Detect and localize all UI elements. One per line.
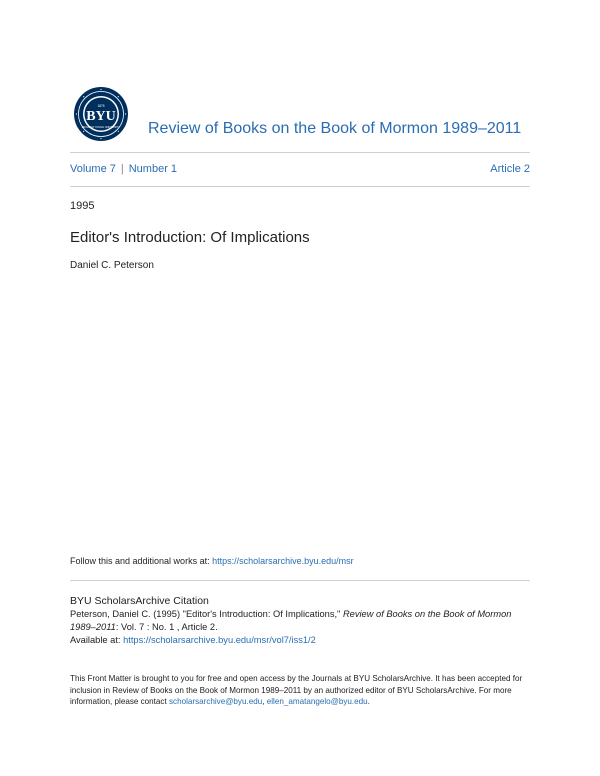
notice-end: .: [367, 697, 370, 706]
citation-journal: Review of Books on the Book of Mormon 1989–2011: [70, 609, 512, 632]
citation-part-1: Peterson, Daniel C. (1995) "Editor's Introduction: Of Implications,": [70, 609, 343, 619]
seal-ring-text: BRIGHAM YOUNG UNIVERSITY: [81, 126, 121, 129]
article-number-link[interactable]: Article 2: [490, 163, 530, 175]
email-link-scholarsarchive[interactable]: scholarsarchive@byu.edu: [168, 697, 263, 706]
seal-year: 1875: [97, 104, 105, 108]
follow-prefix: Follow this and additional works at:: [70, 556, 213, 566]
article-title: Editor's Introduction: Of Implications: [70, 229, 310, 246]
follow-url-link[interactable]: https://scholarsarchive.byu.edu/msr: [212, 556, 354, 566]
number-link[interactable]: Number 1: [128, 163, 178, 175]
publication-year: 1995: [70, 200, 95, 212]
access-notice: [70, 673, 532, 708]
volume-number-line: [70, 163, 177, 175]
author-name: Daniel C. Peterson: [70, 260, 154, 271]
divider-top: [70, 152, 530, 153]
byu-seal-logo: [73, 86, 129, 142]
citation-heading: BYU ScholarsArchive Citation: [70, 595, 209, 607]
email-link-ellen[interactable]: ellen_amatangelo@byu.edu: [266, 697, 368, 706]
follow-line: [70, 556, 354, 566]
divider-citation: [70, 580, 530, 581]
divider-meta: [70, 186, 530, 187]
meta-separator: |: [120, 163, 124, 175]
seal-initials: BYU: [86, 109, 116, 124]
volume-link[interactable]: Volume 7: [70, 163, 116, 175]
notice-text: This Front Matter is brought to you for free and open access by the Journals at BYU ScholarsArchive. It has been accepted for inclusion in Review of Books on the Book of Mormon 1989–2011 by an authorized editor of BYU ScholarsArchive. For more information, please contact: [70, 674, 523, 706]
available-prefix: Available at:: [70, 635, 124, 645]
citation-part-2: : Vol. 7 : No. 1 , Article 2.: [115, 622, 218, 632]
available-url-link[interactable]: https://scholarsarchive.byu.edu/msr/vol7/iss1/2: [123, 635, 316, 645]
email-separator: ,: [262, 697, 267, 706]
citation-text: [70, 608, 532, 647]
journal-title-link[interactable]: Review of Books on the Book of Mormon 1989–2011: [148, 120, 522, 137]
